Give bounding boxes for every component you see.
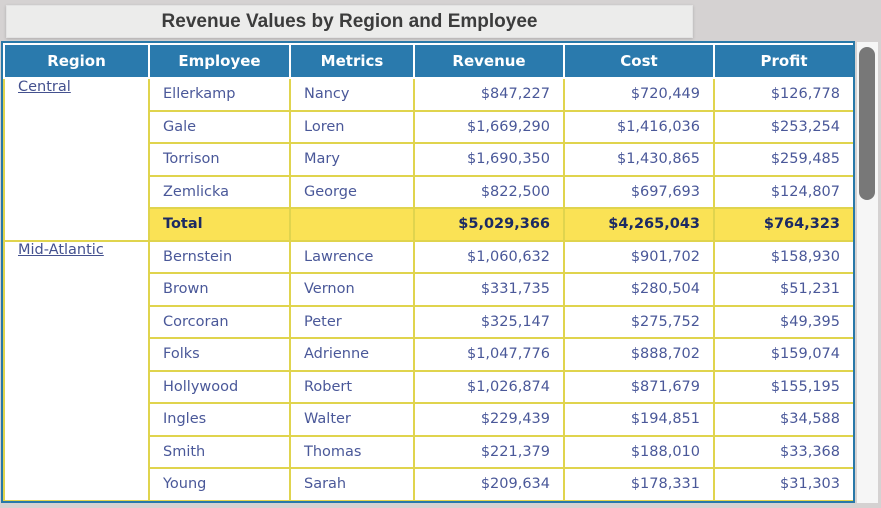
cost-cell: $720,449	[564, 78, 714, 111]
revenue-cell: $847,227	[414, 78, 564, 111]
cost-cell: $901,702	[564, 241, 714, 274]
profit-cell: $155,195	[714, 371, 854, 404]
cost-cell: $1,416,036	[564, 111, 714, 144]
cost-cell: $1,430,865	[564, 143, 714, 176]
metric-cell: Thomas	[290, 436, 414, 469]
profit-cell: $253,254	[714, 111, 854, 144]
profit-cell: $259,485	[714, 143, 854, 176]
cost-cell: $697,693	[564, 176, 714, 209]
profit-cell: $31,303	[714, 468, 854, 501]
page-title: Revenue Values by Region and Employee	[161, 10, 538, 32]
revenue-cell: $331,735	[414, 273, 564, 306]
cost-cell: $888,702	[564, 338, 714, 371]
metric-cell: Peter	[290, 306, 414, 339]
profit-cell: $158,930	[714, 241, 854, 274]
cost-cell: $275,752	[564, 306, 714, 339]
column-header-employee: Employee	[149, 44, 290, 78]
employee-cell: Folks	[149, 338, 290, 371]
total-cost-cell: $4,265,043	[564, 208, 714, 241]
metric-cell: Walter	[290, 403, 414, 436]
profit-cell: $51,231	[714, 273, 854, 306]
cost-cell: $280,504	[564, 273, 714, 306]
scrollbar-thumb[interactable]	[859, 47, 875, 200]
revenue-cell: $1,026,874	[414, 371, 564, 404]
profit-cell: $159,074	[714, 338, 854, 371]
employee-cell: Torrison	[149, 143, 290, 176]
employee-cell: Young	[149, 468, 290, 501]
metric-cell: Adrienne	[290, 338, 414, 371]
employee-cell: Zemlicka	[149, 176, 290, 209]
profit-cell: $124,807	[714, 176, 854, 209]
total-revenue-cell: $5,029,366	[414, 208, 564, 241]
table-row	[4, 78, 854, 111]
report-title-bar	[6, 5, 693, 38]
metric-cell: Vernon	[290, 273, 414, 306]
cost-cell: $178,331	[564, 468, 714, 501]
metric-cell: Mary	[290, 143, 414, 176]
revenue-cell: $1,690,350	[414, 143, 564, 176]
revenue-cell: $229,439	[414, 403, 564, 436]
employee-cell: Ellerkamp	[149, 78, 290, 111]
region-group-cell	[4, 241, 149, 501]
revenue-cell: $1,060,632	[414, 241, 564, 274]
table-row	[4, 241, 854, 274]
metric-cell: Nancy	[290, 78, 414, 111]
total-empty-cell	[290, 208, 414, 241]
revenue-cell: $209,634	[414, 468, 564, 501]
column-header-region: Region	[4, 44, 149, 78]
vertical-scrollbar[interactable]	[857, 42, 878, 503]
column-header-revenue: Revenue	[414, 44, 564, 78]
metric-cell: Robert	[290, 371, 414, 404]
cost-cell: $194,851	[564, 403, 714, 436]
region-group-cell	[4, 78, 149, 241]
employee-cell: Brown	[149, 273, 290, 306]
metric-cell: Lawrence	[290, 241, 414, 274]
region-link-mid-atlantic[interactable]: Mid-Atlantic	[18, 241, 104, 258]
column-header-metrics: Metrics	[290, 44, 414, 78]
metric-cell: Sarah	[290, 468, 414, 501]
report-table-container	[1, 41, 855, 503]
profit-cell: $49,395	[714, 306, 854, 339]
metric-cell: George	[290, 176, 414, 209]
employee-cell: Gale	[149, 111, 290, 144]
revenue-cell: $221,379	[414, 436, 564, 469]
employee-cell: Corcoran	[149, 306, 290, 339]
column-header-profit: Profit	[714, 44, 854, 78]
cost-cell: $188,010	[564, 436, 714, 469]
employee-cell: Ingles	[149, 403, 290, 436]
employee-cell: Bernstein	[149, 241, 290, 274]
revenue-cell: $822,500	[414, 176, 564, 209]
profit-cell: $126,778	[714, 78, 854, 111]
revenue-cell: $1,047,776	[414, 338, 564, 371]
column-header-cost: Cost	[564, 44, 714, 78]
revenue-cell: $325,147	[414, 306, 564, 339]
employee-cell: Smith	[149, 436, 290, 469]
total-label-cell: Total	[149, 208, 290, 241]
total-profit-cell: $764,323	[714, 208, 854, 241]
profit-cell: $34,588	[714, 403, 854, 436]
profit-cell: $33,368	[714, 436, 854, 469]
revenue-table	[3, 43, 855, 502]
revenue-cell: $1,669,290	[414, 111, 564, 144]
metric-cell: Loren	[290, 111, 414, 144]
table-header-row	[4, 44, 854, 78]
cost-cell: $871,679	[564, 371, 714, 404]
region-link-central[interactable]: Central	[18, 79, 71, 95]
employee-cell: Hollywood	[149, 371, 290, 404]
